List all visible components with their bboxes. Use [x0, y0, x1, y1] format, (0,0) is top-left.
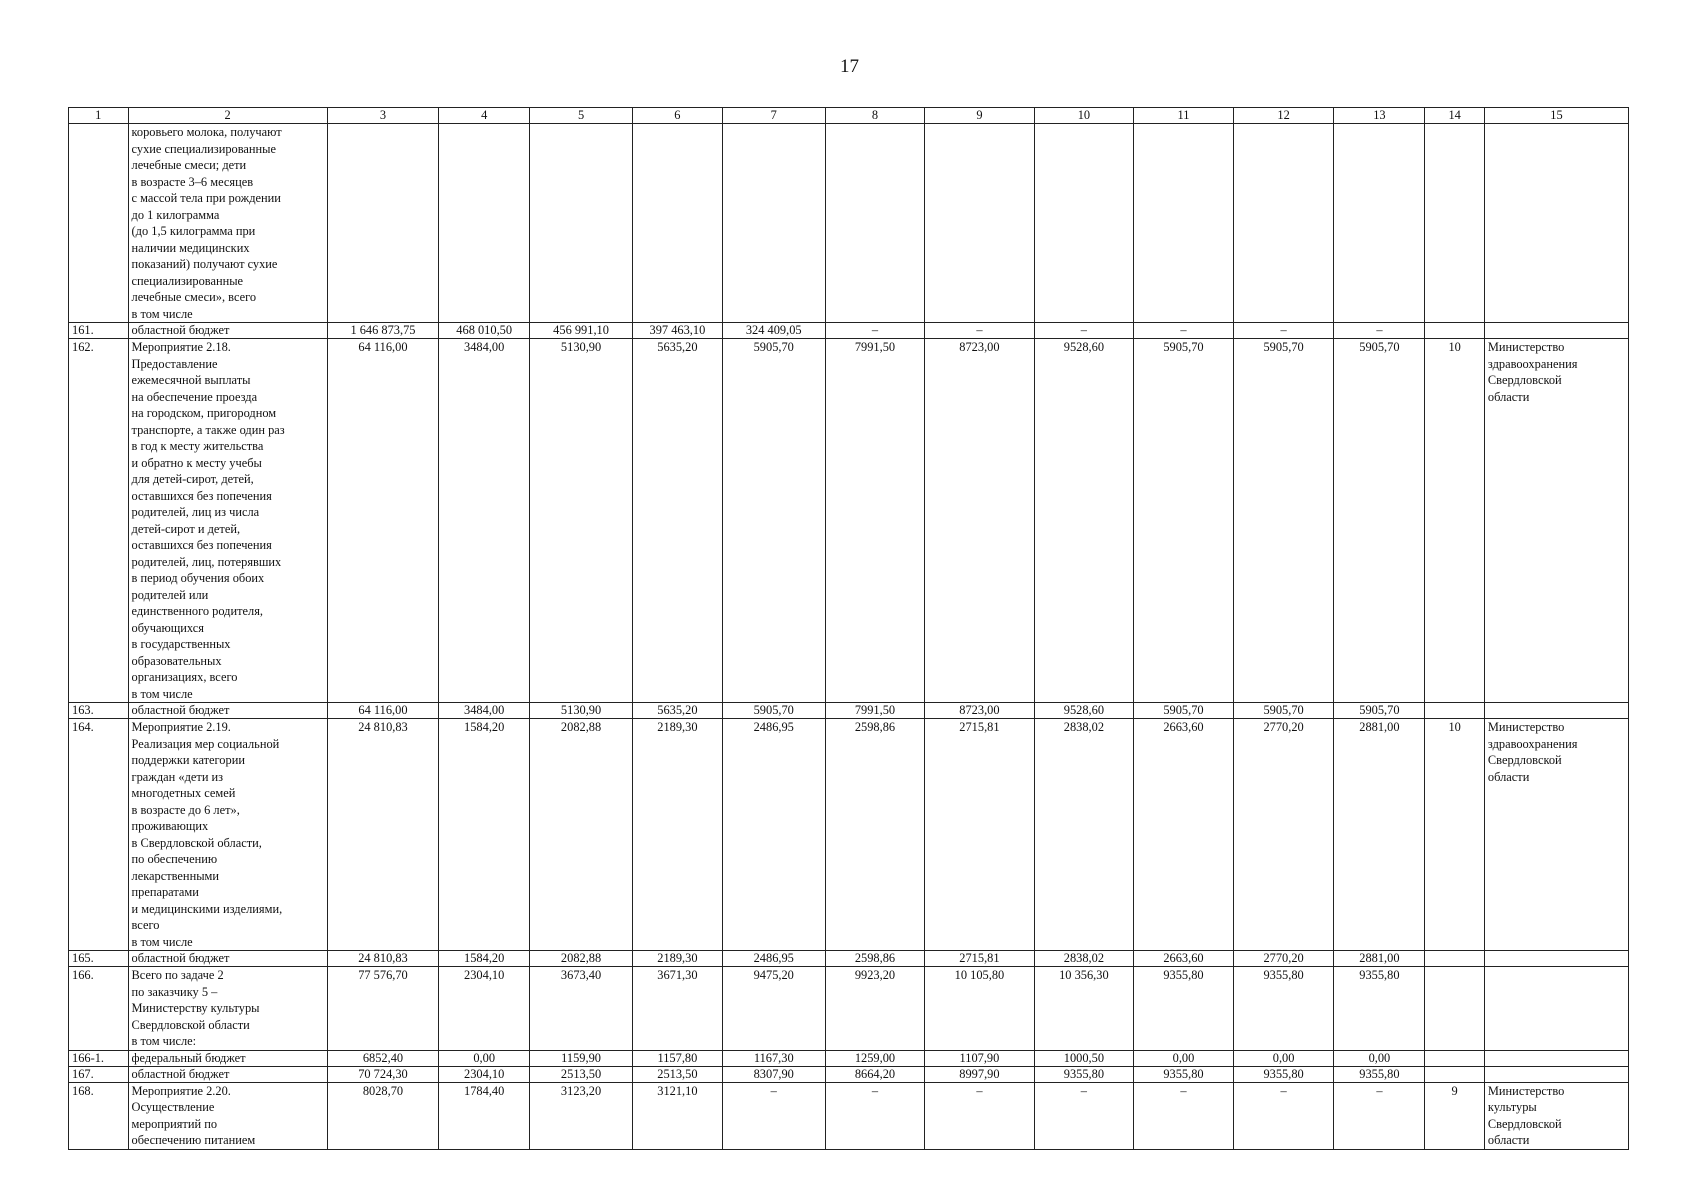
value-cell: 64 116,00 [327, 339, 439, 703]
value-cell: 468 010,50 [439, 323, 530, 339]
row-number-cell: 162. [69, 339, 129, 703]
value-cell: 5635,20 [632, 703, 722, 719]
page-number: 17 [840, 56, 859, 77]
value-cell: 2598,86 [825, 719, 925, 951]
column-header: 13 [1334, 108, 1425, 124]
value-cell: 1584,20 [439, 951, 530, 967]
value-cell: 7991,50 [825, 703, 925, 719]
column-14-cell [1425, 1050, 1485, 1066]
value-cell: – [825, 323, 925, 339]
description-cell: областной бюджет [128, 323, 327, 339]
value-cell: 1000,50 [1034, 1050, 1134, 1066]
value-cell: 8997,90 [925, 1066, 1034, 1082]
column-header: 9 [925, 108, 1034, 124]
responsible-cell [1484, 1066, 1628, 1082]
table-row [69, 703, 1629, 719]
description-cell: Всего по задаче 2 по заказчику 5 – Министерству культуры Свердловской области в том числе: [128, 967, 327, 1051]
value-cell: 2189,30 [632, 719, 722, 951]
row-number-cell: 161. [69, 323, 129, 339]
value-cell: – [1334, 323, 1425, 339]
value-cell: 2770,20 [1233, 951, 1334, 967]
value-cell [825, 124, 925, 323]
value-cell: 2663,60 [1134, 719, 1234, 951]
value-cell: 2082,88 [530, 951, 633, 967]
value-cell: 2598,86 [825, 951, 925, 967]
value-cell: 3671,30 [632, 967, 722, 1051]
value-cell: 5905,70 [1334, 339, 1425, 703]
value-cell: 2513,50 [632, 1066, 722, 1082]
value-cell: 456 991,10 [530, 323, 633, 339]
value-cell [1134, 124, 1234, 323]
value-cell: 5905,70 [1233, 339, 1334, 703]
value-cell: 9355,80 [1034, 1066, 1134, 1082]
value-cell: – [1134, 1082, 1234, 1149]
column-header: 7 [722, 108, 825, 124]
value-cell: 8723,00 [925, 703, 1034, 719]
column-header: 2 [128, 108, 327, 124]
value-cell: 1584,20 [439, 719, 530, 951]
column-header: 1 [69, 108, 129, 124]
responsible-cell [1484, 124, 1628, 323]
value-cell: 9355,80 [1134, 967, 1234, 1051]
value-cell: 2304,10 [439, 1066, 530, 1082]
row-number-cell: 163. [69, 703, 129, 719]
column-header: 14 [1425, 108, 1485, 124]
value-cell: 0,00 [1233, 1050, 1334, 1066]
table-row [69, 1066, 1629, 1082]
value-cell: 0,00 [1134, 1050, 1234, 1066]
row-number-cell: 168. [69, 1082, 129, 1149]
column-14-cell [1425, 124, 1485, 323]
value-cell: 10 356,30 [1034, 967, 1134, 1051]
value-cell: 8664,20 [825, 1066, 925, 1082]
value-cell: 5905,70 [1233, 703, 1334, 719]
column-14-cell: 10 [1425, 339, 1485, 703]
value-cell: 2838,02 [1034, 719, 1134, 951]
table-row [69, 951, 1629, 967]
value-cell: 2881,00 [1334, 719, 1425, 951]
value-cell: 24 810,83 [327, 719, 439, 951]
value-cell: 2770,20 [1233, 719, 1334, 951]
value-cell [530, 124, 633, 323]
value-cell: 9355,80 [1334, 1066, 1425, 1082]
value-cell: – [925, 1082, 1034, 1149]
value-cell: – [1034, 1082, 1134, 1149]
value-cell: 6852,40 [327, 1050, 439, 1066]
value-cell: 1 646 873,75 [327, 323, 439, 339]
table-row [69, 323, 1629, 339]
responsible-cell [1484, 323, 1628, 339]
value-cell: 9923,20 [825, 967, 925, 1051]
value-cell: 2881,00 [1334, 951, 1425, 967]
value-cell: – [1334, 1082, 1425, 1149]
value-cell: 2189,30 [632, 951, 722, 967]
table-row [69, 124, 1629, 323]
table-row [69, 1082, 1629, 1149]
value-cell: 5905,70 [722, 703, 825, 719]
value-cell: 1167,30 [722, 1050, 825, 1066]
value-cell: 2663,60 [1134, 951, 1234, 967]
value-cell: – [722, 1082, 825, 1149]
value-cell: 9355,80 [1233, 1066, 1334, 1082]
responsible-cell [1484, 1050, 1628, 1066]
value-cell: 3484,00 [439, 703, 530, 719]
column-14-cell [1425, 967, 1485, 1051]
value-cell: 8307,90 [722, 1066, 825, 1082]
value-cell: 1784,40 [439, 1082, 530, 1149]
row-number-cell: 166. [69, 967, 129, 1051]
value-cell: 70 724,30 [327, 1066, 439, 1082]
responsible-cell [1484, 967, 1628, 1051]
row-number-cell: 165. [69, 951, 129, 967]
value-cell: – [1233, 1082, 1334, 1149]
value-cell: 2838,02 [1034, 951, 1134, 967]
value-cell: 3484,00 [439, 339, 530, 703]
value-cell: 5905,70 [1134, 703, 1234, 719]
value-cell: – [1134, 323, 1234, 339]
value-cell: 1107,90 [925, 1050, 1034, 1066]
column-14-cell [1425, 1066, 1485, 1082]
description-cell: областной бюджет [128, 703, 327, 719]
value-cell: – [925, 323, 1034, 339]
value-cell: 9528,60 [1034, 339, 1134, 703]
responsible-cell [1484, 703, 1628, 719]
value-cell: 9528,60 [1034, 703, 1134, 719]
value-cell: 3123,20 [530, 1082, 633, 1149]
value-cell: 9475,20 [722, 967, 825, 1051]
value-cell: 9355,80 [1334, 967, 1425, 1051]
description-cell: Мероприятие 2.18. Предоставление ежемесячной выплаты на обеспечение проезда на городском, пригородном транспорте, а также один раз в год к месту жительства и обратно к месту учебы для детей-сирот, детей, оставшихся без попечения родителей, лиц из числа детей-сирот и детей, оставшихся без попечения родителей, лиц, потерявших в период обучения обоих родителей или единственного родителя, обучающихся в государственных образовательных организациях, всего в том числе [128, 339, 327, 703]
column-14-cell [1425, 951, 1485, 967]
value-cell: – [1034, 323, 1134, 339]
value-cell: 1157,80 [632, 1050, 722, 1066]
column-14-cell [1425, 323, 1485, 339]
value-cell: 0,00 [439, 1050, 530, 1066]
value-cell: 397 463,10 [632, 323, 722, 339]
description-cell: федеральный бюджет [128, 1050, 327, 1066]
value-cell: 3121,10 [632, 1082, 722, 1149]
description-cell: областной бюджет [128, 951, 327, 967]
value-cell: 324 409,05 [722, 323, 825, 339]
value-cell: – [1233, 323, 1334, 339]
column-header: 4 [439, 108, 530, 124]
row-number-cell: 167. [69, 1066, 129, 1082]
value-cell [1334, 124, 1425, 323]
value-cell: 2082,88 [530, 719, 633, 951]
description-cell: коровьего молока, получают сухие специализированные лечебные смеси; дети в возрасте 3–6 месяцев с массой тела при рождении до 1 килограмма (до 1,5 килограмма при наличии медицинских показаний) получают сухие специализированные лечебные смеси», всего в том числе [128, 124, 327, 323]
value-cell: 24 810,83 [327, 951, 439, 967]
row-number-cell: 166-1. [69, 1050, 129, 1066]
column-14-cell: 9 [1425, 1082, 1485, 1149]
value-cell [439, 124, 530, 323]
value-cell: 64 116,00 [327, 703, 439, 719]
column-header: 15 [1484, 108, 1628, 124]
value-cell: 5905,70 [1134, 339, 1234, 703]
budget-table [68, 107, 1629, 1150]
value-cell: 2486,95 [722, 719, 825, 951]
description-cell: Мероприятие 2.19. Реализация мер социальной поддержки категории граждан «дети из многодетных семей в возрасте до 6 лет», проживающих в Свердловской области, по обеспечению лекарственными препаратами и медицинскими изделиями, всего в том числе [128, 719, 327, 951]
description-cell: областной бюджет [128, 1066, 327, 1082]
value-cell: 3673,40 [530, 967, 633, 1051]
column-14-cell: 10 [1425, 719, 1485, 951]
column-header: 10 [1034, 108, 1134, 124]
value-cell [925, 124, 1034, 323]
value-cell: 5635,20 [632, 339, 722, 703]
value-cell: 10 105,80 [925, 967, 1034, 1051]
column-header: 5 [530, 108, 633, 124]
value-cell: 2715,81 [925, 951, 1034, 967]
value-cell: 7991,50 [825, 339, 925, 703]
value-cell [1233, 124, 1334, 323]
value-cell: 9355,80 [1134, 1066, 1234, 1082]
column-header: 12 [1233, 108, 1334, 124]
value-cell: 2513,50 [530, 1066, 633, 1082]
table-header-row [69, 108, 1629, 124]
value-cell: 0,00 [1334, 1050, 1425, 1066]
column-14-cell [1425, 703, 1485, 719]
value-cell: 8723,00 [925, 339, 1034, 703]
row-number-cell: 164. [69, 719, 129, 951]
value-cell: – [825, 1082, 925, 1149]
value-cell [327, 124, 439, 323]
table-row [69, 719, 1629, 951]
value-cell: 2486,95 [722, 951, 825, 967]
column-header: 8 [825, 108, 925, 124]
responsible-cell: Министерство здравоохранения Свердловской области [1484, 339, 1628, 703]
value-cell: 2304,10 [439, 967, 530, 1051]
value-cell: 1259,00 [825, 1050, 925, 1066]
value-cell: 5130,90 [530, 703, 633, 719]
column-header: 11 [1134, 108, 1234, 124]
column-header: 3 [327, 108, 439, 124]
responsible-cell: Министерство здравоохранения Свердловской области [1484, 719, 1628, 951]
row-number-cell [69, 124, 129, 323]
value-cell: 5130,90 [530, 339, 633, 703]
column-header: 6 [632, 108, 722, 124]
table-row [69, 339, 1629, 703]
value-cell: 1159,90 [530, 1050, 633, 1066]
responsible-cell: Министерство культуры Свердловской области [1484, 1082, 1628, 1149]
value-cell: 9355,80 [1233, 967, 1334, 1051]
responsible-cell [1484, 951, 1628, 967]
table-row [69, 967, 1629, 1051]
table-row [69, 1050, 1629, 1066]
description-cell: Мероприятие 2.20. Осуществление мероприятий по обеспечению питанием [128, 1082, 327, 1149]
value-cell [722, 124, 825, 323]
value-cell: 2715,81 [925, 719, 1034, 951]
value-cell [1034, 124, 1134, 323]
value-cell: 5905,70 [1334, 703, 1425, 719]
value-cell: 5905,70 [722, 339, 825, 703]
value-cell: 77 576,70 [327, 967, 439, 1051]
value-cell [632, 124, 722, 323]
value-cell: 8028,70 [327, 1082, 439, 1149]
